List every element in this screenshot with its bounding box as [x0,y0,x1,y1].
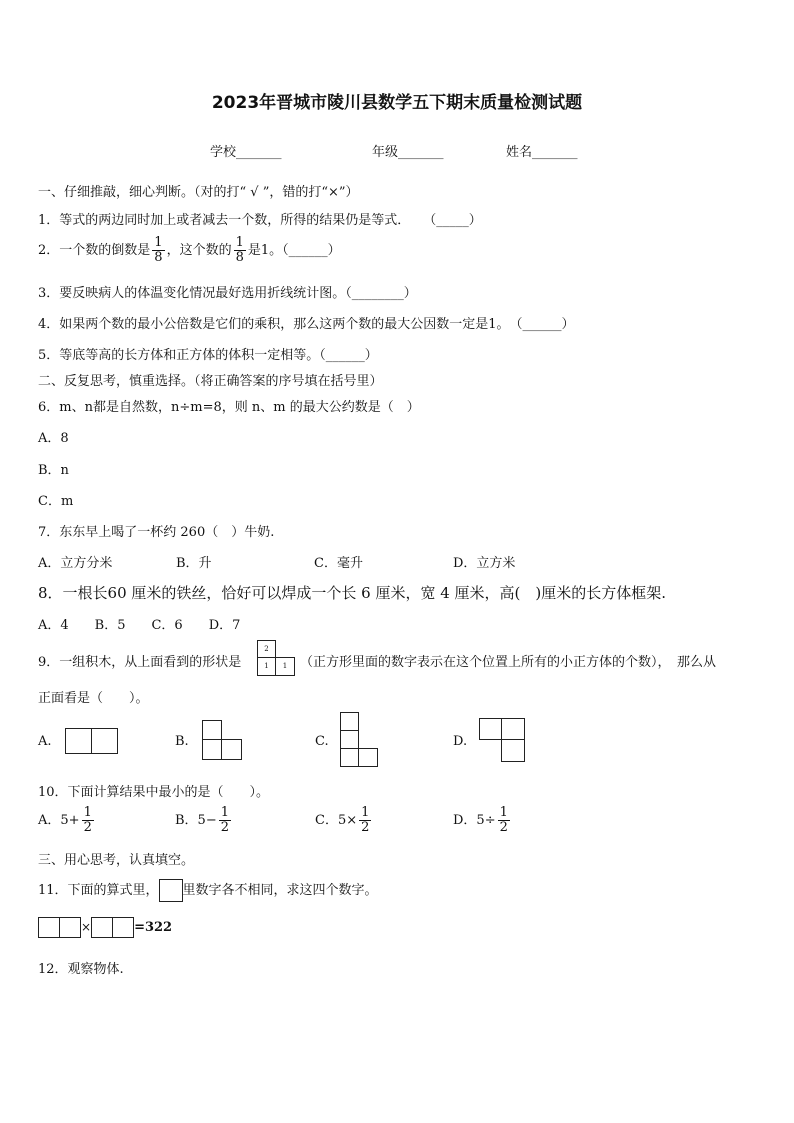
q9-option-d-label: D. [453,734,468,749]
equation-result: =322 [134,920,173,935]
top-view-cell: 1 [257,657,276,676]
q7-option-d: D．立方米 [453,556,516,571]
digit-box [59,917,81,938]
figure-square [202,739,222,760]
q2-text-a: 2．一个数的倒数是 [38,243,151,258]
section-1-heading: 一、仔细推敲，细心判断。（对的打“ √ ”，错的打“×”） [38,185,359,200]
question-4: 4．如果两个数的最小公倍数是它们的乘积，那么这两个数的最大公因数一定是1。 （______） [38,317,575,332]
q10-option-d [453,806,512,835]
figure-square [340,730,359,749]
q9-option-c-figure [340,712,378,767]
question-8: 8．一根长60 厘米的铁丝，恰好可以焊成一个长 6 厘米，宽 4 厘米，高( )厘米的长方体框架. [38,584,667,602]
page-title: 2023年晋城市陵川县数学五下期末质量检测试题 [211,93,583,113]
q6-option-c: C．m [38,494,74,509]
first-factor-boxes [38,917,81,938]
times-sign: × [81,920,92,934]
grade-field: 年级_______ [372,145,444,160]
school-field: 学校_______ [210,145,282,160]
top-view-cell: 1 [275,657,295,676]
top-view-diagram [257,640,295,676]
question-10: 10．下面计算结果中最小的是（ ）。 [38,785,270,800]
figure-square [91,728,118,754]
q9-option-b-label: B. [175,734,189,749]
q7-option-c: C．毫升 [314,556,363,571]
q7-option-b: B．升 [176,556,212,571]
q10-c-prefix: C．5× [315,813,358,828]
fraction-one-eighth-2 [234,236,246,265]
section-2-heading: 二、反复思考，慎重选择。（将正确答案的序号填在括号里） [38,374,383,389]
frac-denominator: 2 [83,820,92,835]
question-3: 3．要反映病人的体温变化情况最好选用折线统计图。（________） [38,286,417,301]
q11-equation [38,917,172,938]
q10-option-c [315,806,373,835]
figure-square [221,739,242,760]
q9-text-a: 9．一组积木，从上面看到的形状是 [38,655,242,670]
frac-numerator: 1 [235,235,244,250]
q2-text-c: 是1。（______） [247,243,341,258]
frac-numerator: 1 [154,235,163,250]
frac-denominator: 8 [235,250,244,265]
second-factor-boxes [91,917,134,938]
q6-option-b: B．n [38,463,69,478]
q9-option-d-figure [479,718,525,762]
q9-text-b: （正方形里面的数字表示在这个位置上所有的小正方体的个数）， 那么从 [300,655,717,670]
q10-b-prefix: B．5− [175,813,217,828]
frac-denominator: 2 [220,820,229,835]
figure-square [501,718,525,740]
q10-option-a [38,806,96,835]
q6-option-a: A．8 [38,431,69,446]
fraction-one-half [219,806,231,835]
fraction-one-half [498,806,510,835]
fraction-one-half [82,806,94,835]
frac-numerator: 1 [220,805,229,820]
fraction-one-eighth [152,236,164,265]
name-field: 姓名_______ [506,145,578,160]
frac-denominator: 2 [361,820,370,835]
question-2 [38,236,341,265]
figure-square [358,748,378,767]
digit-box [91,917,113,938]
figure-square [340,748,359,767]
q2-text-b: ，这个数的 [166,243,232,258]
q11-text-b: 里数字各不相同，求这四个数字。 [182,883,378,898]
frac-denominator: 8 [154,250,163,265]
figure-square [479,718,502,740]
q7-option-a: A．立方分米 [38,556,113,571]
question-1: 1．等式的两边同时加上或者减去一个数，所得的结果仍是等式． （_____） [38,213,482,228]
blank-box [159,879,183,902]
digit-box [38,917,60,938]
digit-box [112,917,134,938]
frac-numerator: 1 [83,805,92,820]
q10-option-b [175,806,233,835]
question-6: 6．m、n都是自然数，n÷m=8，则 n、m 的最大公约数是（ ） [38,400,420,415]
q9-option-a-label: A. [38,734,52,749]
q9-option-a-figure [65,728,118,754]
frac-numerator: 1 [499,805,508,820]
top-view-cell: 2 [257,640,276,658]
figure-square [501,739,525,762]
frac-denominator: 2 [499,820,508,835]
question-7: 7．东东早上喝了一杯约 260（ ）牛奶. [38,525,275,540]
fraction-one-half [359,806,371,835]
frac-numerator: 1 [361,805,370,820]
figure-square [65,728,92,754]
section-3-heading: 三、用心思考，认真填空。 [38,853,195,868]
q9-text-c: 正面看是（ ）。 [38,691,149,706]
figure-square [202,720,222,740]
q10-d-prefix: D．5÷ [453,813,496,828]
q9-option-c-label: C. [315,734,329,749]
question-11 [38,879,378,902]
question-5: 5．等底等高的长方体和正方体的体积一定相等。（______） [38,348,378,363]
figure-square [340,712,359,731]
q9-option-b-figure [202,720,242,760]
q10-a-prefix: A．5+ [38,813,80,828]
q11-text-a: 11．下面的算式里， [38,883,159,898]
question-12: 12．观察物体. [38,962,124,977]
q8-options: A．4 B．5 C．6 D．7 [38,618,241,633]
